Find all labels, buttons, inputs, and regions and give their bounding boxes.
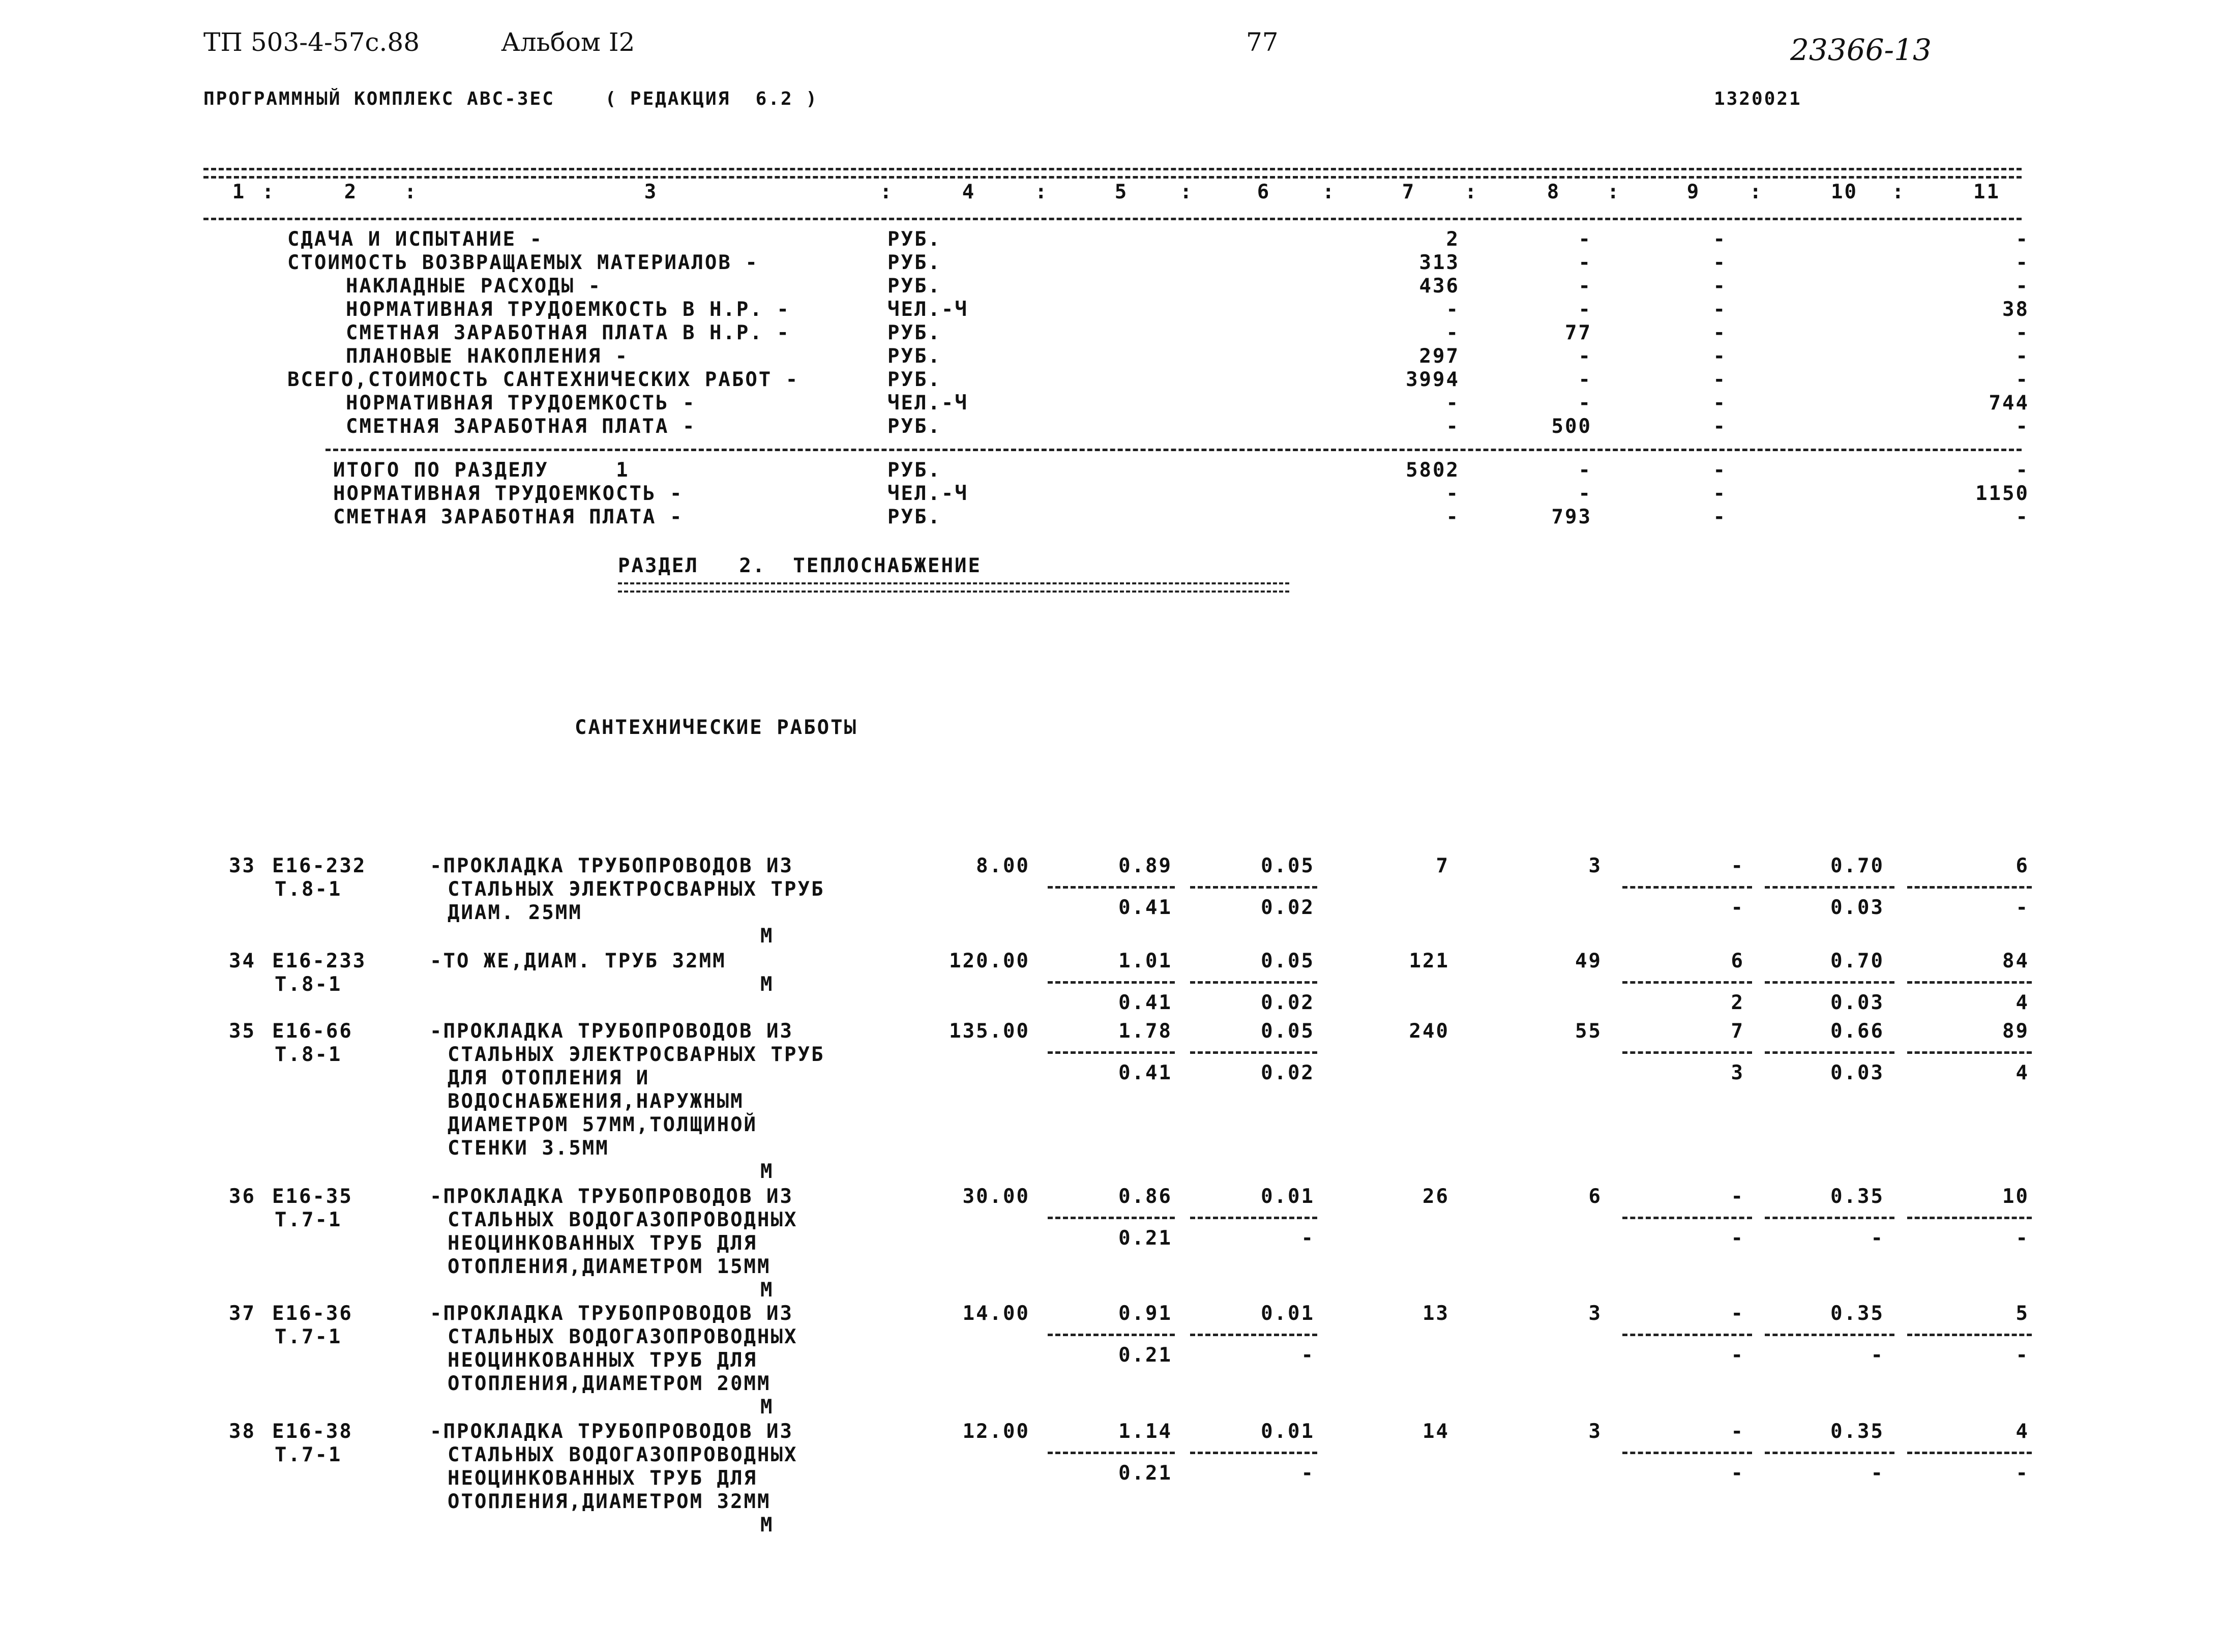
item-col8: 49 <box>1575 950 1602 972</box>
dashed-rule <box>1765 1217 1894 1219</box>
column-separator: : <box>1180 181 1194 203</box>
item-col10-wages: - <box>1871 1227 1884 1250</box>
summary-col7: 313 <box>1419 251 1460 274</box>
dashed-rule <box>203 176 2022 179</box>
summary-col7: - <box>1446 392 1460 415</box>
item-col9-wages: - <box>1731 1462 1744 1485</box>
item-code: Е16-38 <box>272 1420 353 1443</box>
item-col5-total: 1.78 <box>1118 1020 1172 1043</box>
column-header-8: 8 <box>1547 181 1561 203</box>
summary-col8: - <box>1578 345 1592 368</box>
item-col6-wages: 0.02 <box>1261 991 1315 1014</box>
code-right: 1320021 <box>1714 88 1802 109</box>
item-col11-wages: - <box>2015 1462 2029 1485</box>
summary-unit: РУБ. <box>887 368 941 391</box>
item-col9-total: - <box>1731 854 1744 877</box>
summary-col7: 297 <box>1419 345 1460 368</box>
summary-col9: - <box>1713 345 1727 368</box>
summary-col11: - <box>2015 415 2029 438</box>
item-number: 37 <box>229 1302 256 1325</box>
item-col11-total: 89 <box>2002 1020 2029 1043</box>
summary-col8: - <box>1578 251 1592 274</box>
item-number: 33 <box>229 854 256 877</box>
item-code: Е16-35 <box>272 1185 353 1208</box>
item-col10-total: 0.35 <box>1830 1185 1884 1208</box>
dashed-rule <box>1622 981 1752 984</box>
column-separator: : <box>880 181 894 203</box>
item-col8: 3 <box>1588 854 1602 877</box>
summary-unit: РУБ. <box>887 228 941 251</box>
summary-col7: - <box>1446 298 1460 321</box>
item-col5-total: 1.14 <box>1118 1420 1172 1443</box>
summary-col11: - <box>2015 345 2029 368</box>
item-col6-wages: - <box>1301 1227 1315 1250</box>
item-col10-wages: - <box>1871 1344 1884 1367</box>
item-unit: М <box>760 1514 774 1537</box>
page-number: 77 <box>1246 27 1279 57</box>
summary-label: СДАЧА И ИСПЫТАНИЕ - <box>287 228 544 251</box>
item-quantity: 8.00 <box>976 854 1030 877</box>
summary-col7: - <box>1446 321 1460 344</box>
column-header-6: 6 <box>1257 181 1271 203</box>
item-col10-wages: 0.03 <box>1830 896 1884 919</box>
total-col8: 793 <box>1551 506 1592 528</box>
item-description-line: ДИАМЕТРОМ 57ММ,ТОЛЩИНОЙ <box>448 1113 758 1136</box>
item-description-line: СТЕНКИ 3.5ММ <box>448 1137 609 1160</box>
program-line: ПРОГРАММНЫЙ КОМПЛЕКС АВС-3ЕС ( РЕДАКЦИЯ 6.2 ) <box>203 88 819 109</box>
summary-col7: 436 <box>1419 275 1460 298</box>
section-title: РАЗДЕЛ 2. ТЕПЛОСНАБЖЕНИЕ <box>618 554 982 577</box>
item-col10-wages: - <box>1871 1462 1884 1485</box>
column-separator: : <box>1465 181 1478 203</box>
summary-col7: 3994 <box>1406 368 1460 391</box>
item-description-line: СТАЛЬНЫХ ЭЛЕКТРОСВАРНЫХ ТРУБ <box>448 1043 825 1066</box>
summary-unit: РУБ. <box>887 345 941 368</box>
item-col7: 26 <box>1422 1185 1449 1208</box>
item-description-line: ДИАМ. 25ММ <box>448 901 582 924</box>
item-col10-total: 0.66 <box>1830 1020 1884 1043</box>
summary-col8: - <box>1578 275 1592 298</box>
total-unit: ЧЕЛ.-Ч <box>887 482 968 505</box>
dashed-rule <box>203 218 2022 220</box>
item-description-line: СТАЛЬНЫХ ЭЛЕКТРОСВАРНЫХ ТРУБ <box>448 878 825 901</box>
total-col7: - <box>1446 506 1460 528</box>
item-col6-total: 0.05 <box>1261 950 1315 972</box>
dashed-rule <box>1048 981 1175 984</box>
subsection-title: САНТЕХНИЧЕСКИЕ РАБОТЫ <box>575 716 858 739</box>
dashed-rule <box>1907 1217 2032 1219</box>
summary-col8: - <box>1578 392 1592 415</box>
item-col9-wages: - <box>1731 1227 1744 1250</box>
item-number: 35 <box>229 1020 256 1043</box>
item-description-line: НЕОЦИНКОВАННЫХ ТРУБ ДЛЯ <box>448 1467 758 1490</box>
item-description-line: -ПРОКЛАДКА ТРУБОПРОВОДОВ ИЗ <box>430 1420 793 1443</box>
item-col10-total: 0.35 <box>1830 1302 1884 1325</box>
item-col5-wages: 0.21 <box>1118 1227 1172 1250</box>
item-quantity: 120.00 <box>949 950 1030 972</box>
summary-label: СМЕТНАЯ ЗАРАБОТНАЯ ПЛАТА В Н.Р. - <box>346 321 790 344</box>
item-col9-total: - <box>1731 1302 1744 1325</box>
item-col6-wages: 0.02 <box>1261 896 1315 919</box>
item-description-line: СТАЛЬНЫХ ВОДОГАЗОПРОВОДНЫХ <box>448 1325 798 1348</box>
column-header-10: 10 <box>1831 181 1858 203</box>
summary-unit: РУБ. <box>887 275 941 298</box>
item-col6-total: 0.05 <box>1261 854 1315 877</box>
item-col11-wages: - <box>2015 896 2029 919</box>
item-col5-wages: 0.41 <box>1118 1061 1172 1084</box>
summary-unit: РУБ. <box>887 321 941 344</box>
item-reference: Т.7-1 <box>275 1325 342 1348</box>
summary-col8: - <box>1578 228 1592 251</box>
dashed-rule <box>1190 1452 1317 1454</box>
dashed-rule <box>1190 1334 1317 1336</box>
dashed-rule <box>1907 1452 2032 1454</box>
item-col5-total: 0.89 <box>1118 854 1172 877</box>
dashed-rule <box>1048 1051 1175 1054</box>
item-code: Е16-232 <box>272 854 367 877</box>
dashed-rule <box>1907 1051 2032 1054</box>
summary-unit: ЧЕЛ.-Ч <box>887 392 968 415</box>
total-label: СМЕТНАЯ ЗАРАБОТНАЯ ПЛАТА - <box>333 506 684 528</box>
summary-label: НОРМАТИВНАЯ ТРУДОЕМКОСТЬ В Н.Р. - <box>346 298 790 321</box>
total-label: ИТОГО ПО РАЗДЕЛУ 1 <box>333 459 630 482</box>
item-col11-wages: 4 <box>2015 991 2029 1014</box>
item-col5-wages: 0.21 <box>1118 1344 1172 1367</box>
summary-unit: РУБ. <box>887 415 941 438</box>
item-description-line: ВОДОСНАБЖЕНИЯ,НАРУЖНЫМ <box>448 1090 744 1113</box>
column-header-3: 3 <box>644 181 658 203</box>
item-col9-wages: 3 <box>1731 1061 1744 1084</box>
column-separator: : <box>1035 181 1049 203</box>
item-description-line: ОТОПЛЕНИЯ,ДИАМЕТРОМ 32ММ <box>448 1490 771 1513</box>
total-col11: - <box>2015 506 2029 528</box>
item-description-line: НЕОЦИНКОВАННЫХ ТРУБ ДЛЯ <box>448 1232 758 1255</box>
summary-col11: - <box>2015 275 2029 298</box>
item-quantity: 12.00 <box>962 1420 1030 1443</box>
column-header-11: 11 <box>1973 181 2000 203</box>
column-header-9: 9 <box>1686 181 1701 203</box>
summary-label: ПЛАНОВЫЕ НАКОПЛЕНИЯ - <box>346 345 629 368</box>
item-col6-total: 0.01 <box>1261 1185 1315 1208</box>
total-col7: 5802 <box>1406 459 1460 482</box>
summary-label: НАКЛАДНЫЕ РАСХОДЫ - <box>346 275 602 298</box>
summary-col9: - <box>1713 415 1727 438</box>
summary-col9: - <box>1713 298 1727 321</box>
item-col11-wages: 4 <box>2015 1061 2029 1084</box>
item-description-line: -ПРОКЛАДКА ТРУБОПРОВОДОВ ИЗ <box>430 1185 793 1208</box>
item-col7: 121 <box>1409 950 1449 972</box>
dashed-rule <box>1190 1217 1317 1219</box>
item-col9-wages: - <box>1731 1344 1744 1367</box>
summary-col11: - <box>2015 228 2029 251</box>
dashed-rule <box>1765 886 1894 889</box>
item-description-line: ОТОПЛЕНИЯ,ДИАМЕТРОМ 15ММ <box>448 1255 771 1278</box>
dashed-rule <box>325 449 2022 451</box>
item-col5-total: 0.91 <box>1118 1302 1172 1325</box>
column-separator: : <box>262 181 276 203</box>
dashed-rule <box>1622 1452 1752 1454</box>
column-separator: : <box>404 181 418 203</box>
column-separator: : <box>1322 181 1336 203</box>
dashed-rule <box>1622 1051 1752 1054</box>
handwritten-code: 23366-13 <box>1790 33 1932 67</box>
item-col7: 7 <box>1436 854 1449 877</box>
item-description-line: -ПРОКЛАДКА ТРУБОПРОВОДОВ ИЗ <box>430 854 793 877</box>
item-col6-wages: - <box>1301 1462 1315 1485</box>
column-header-4: 4 <box>962 181 976 203</box>
item-reference: Т.8-1 <box>275 1043 342 1066</box>
dashed-rule <box>1907 1334 2032 1336</box>
summary-col9: - <box>1713 251 1727 274</box>
item-col6-wages: 0.02 <box>1261 1061 1315 1084</box>
item-col10-total: 0.70 <box>1830 854 1884 877</box>
item-col6-total: 0.01 <box>1261 1420 1315 1443</box>
item-code: Е16-66 <box>272 1020 353 1043</box>
summary-col8: 500 <box>1551 415 1592 438</box>
summary-label: СТОИМОСТЬ ВОЗВРАЩАЕМЫХ МАТЕРИАЛОВ - <box>287 251 759 274</box>
item-col8: 6 <box>1588 1185 1602 1208</box>
item-code: Е16-233 <box>272 950 367 972</box>
summary-col9: - <box>1713 368 1727 391</box>
column-separator: : <box>1892 181 1906 203</box>
item-col5-total: 1.01 <box>1118 950 1172 972</box>
dashed-rule <box>1765 981 1894 984</box>
item-col10-wages: 0.03 <box>1830 991 1884 1014</box>
column-header-1: 1 <box>232 181 246 203</box>
item-code: Е16-36 <box>272 1302 353 1325</box>
summary-col11: 38 <box>2002 298 2029 321</box>
summary-label: НОРМАТИВНАЯ ТРУДОЕМКОСТЬ - <box>346 392 696 415</box>
summary-col11: - <box>2015 368 2029 391</box>
item-number: 38 <box>229 1420 256 1443</box>
item-col9-total: 7 <box>1731 1020 1744 1043</box>
total-col11: 1150 <box>1975 482 2029 505</box>
item-col8: 3 <box>1588 1420 1602 1443</box>
dashed-rule <box>1765 1051 1894 1054</box>
dashed-rule <box>1622 1334 1752 1336</box>
item-col7: 240 <box>1409 1020 1449 1043</box>
summary-col9: - <box>1713 228 1727 251</box>
item-description-line: СТАЛЬНЫХ ВОДОГАЗОПРОВОДНЫХ <box>448 1208 798 1231</box>
summary-col8: 77 <box>1565 321 1592 344</box>
summary-label: ВСЕГО,СТОИМОСТЬ САНТЕХНИЧЕСКИХ РАБОТ - <box>287 368 799 391</box>
dashed-rule <box>1907 886 2032 889</box>
item-number: 36 <box>229 1185 256 1208</box>
double-underline <box>618 582 1289 593</box>
doc-code: ТП 503-4-57с.88 <box>203 27 420 57</box>
item-quantity: 135.00 <box>949 1020 1030 1043</box>
item-col5-wages: 0.41 <box>1118 991 1172 1014</box>
column-header-2: 2 <box>344 181 358 203</box>
total-col7: - <box>1446 482 1460 505</box>
item-description-line: ДЛЯ ОТОПЛЕНИЯ И <box>448 1067 650 1089</box>
dashed-rule <box>1622 1217 1752 1219</box>
total-unit: РУБ. <box>887 506 941 528</box>
item-col9-total: - <box>1731 1420 1744 1443</box>
item-description-line: НЕОЦИНКОВАННЫХ ТРУБ ДЛЯ <box>448 1349 758 1372</box>
summary-col11: - <box>2015 251 2029 274</box>
item-col7: 14 <box>1422 1420 1449 1443</box>
item-col6-wages: - <box>1301 1344 1315 1367</box>
item-reference: Т.8-1 <box>275 973 342 996</box>
item-quantity: 30.00 <box>962 1185 1030 1208</box>
album-label: Альбом I2 <box>501 27 635 57</box>
item-number: 34 <box>229 950 256 972</box>
summary-col7: - <box>1446 415 1460 438</box>
item-col9-total: 6 <box>1731 950 1744 972</box>
item-unit: М <box>760 1279 774 1302</box>
dashed-rule <box>1190 886 1317 889</box>
summary-col9: - <box>1713 321 1727 344</box>
summary-label: СМЕТНАЯ ЗАРАБОТНАЯ ПЛАТА - <box>346 415 696 438</box>
summary-col8: - <box>1578 298 1592 321</box>
total-col11: - <box>2015 459 2029 482</box>
item-unit: М <box>760 1160 774 1183</box>
dashed-rule <box>1048 1217 1175 1219</box>
item-reference: Т.8-1 <box>275 878 342 901</box>
total-col9: - <box>1713 459 1727 482</box>
item-unit: М <box>760 925 774 948</box>
summary-col8: - <box>1578 368 1592 391</box>
item-col11-wages: - <box>2015 1227 2029 1250</box>
dashed-rule <box>1048 1334 1175 1336</box>
item-col7: 13 <box>1422 1302 1449 1325</box>
item-col9-wages: 2 <box>1731 991 1744 1014</box>
column-header-5: 5 <box>1114 181 1129 203</box>
item-col10-total: 0.70 <box>1830 950 1884 972</box>
total-label: НОРМАТИВНАЯ ТРУДОЕМКОСТЬ - <box>333 482 684 505</box>
total-col8: - <box>1578 482 1592 505</box>
item-unit: М <box>760 1396 774 1419</box>
item-col8: 3 <box>1588 1302 1602 1325</box>
item-description-line: -ТО ЖЕ,ДИАМ. ТРУБ 32ММ <box>430 950 726 972</box>
item-col8: 55 <box>1575 1020 1602 1043</box>
dashed-rule <box>1765 1452 1894 1454</box>
column-header-7: 7 <box>1402 181 1416 203</box>
summary-col11: 744 <box>1989 392 2029 415</box>
item-reference: Т.7-1 <box>275 1208 342 1231</box>
dashed-rule <box>1907 981 2032 984</box>
item-unit: М <box>760 973 774 996</box>
item-col9-total: - <box>1731 1185 1744 1208</box>
item-col11-total: 10 <box>2002 1185 2029 1208</box>
dashed-rule <box>203 168 2022 170</box>
item-description-line: -ПРОКЛАДКА ТРУБОПРОВОДОВ ИЗ <box>430 1020 793 1043</box>
summary-unit: ЧЕЛ.-Ч <box>887 298 968 321</box>
item-col10-total: 0.35 <box>1830 1420 1884 1443</box>
summary-col7: 2 <box>1446 228 1460 251</box>
summary-unit: РУБ. <box>887 251 941 274</box>
dashed-rule <box>1048 886 1175 889</box>
item-col9-wages: - <box>1731 896 1744 919</box>
total-col9: - <box>1713 506 1727 528</box>
item-col6-total: 0.01 <box>1261 1302 1315 1325</box>
column-separator: : <box>1750 181 1763 203</box>
item-col5-total: 0.86 <box>1118 1185 1172 1208</box>
item-col10-wages: 0.03 <box>1830 1061 1884 1084</box>
item-description-line: СТАЛЬНЫХ ВОДОГАЗОПРОВОДНЫХ <box>448 1443 798 1466</box>
dashed-rule <box>1048 1452 1175 1454</box>
item-col11-total: 5 <box>2015 1302 2029 1325</box>
column-separator: : <box>1607 181 1621 203</box>
dashed-rule <box>1765 1334 1894 1336</box>
summary-col11: - <box>2015 321 2029 344</box>
item-col11-total: 6 <box>2015 854 2029 877</box>
item-col11-total: 84 <box>2002 950 2029 972</box>
item-col11-wages: - <box>2015 1344 2029 1367</box>
summary-col9: - <box>1713 275 1727 298</box>
item-col5-wages: 0.21 <box>1118 1462 1172 1485</box>
item-reference: Т.7-1 <box>275 1443 342 1466</box>
dashed-rule <box>1190 1051 1317 1054</box>
total-col9: - <box>1713 482 1727 505</box>
item-col5-wages: 0.41 <box>1118 896 1172 919</box>
dashed-rule <box>1622 886 1752 889</box>
total-unit: РУБ. <box>887 459 941 482</box>
item-quantity: 14.00 <box>962 1302 1030 1325</box>
dashed-rule <box>1190 981 1317 984</box>
item-col6-total: 0.05 <box>1261 1020 1315 1043</box>
total-col8: - <box>1578 459 1592 482</box>
summary-col9: - <box>1713 392 1727 415</box>
item-description-line: -ПРОКЛАДКА ТРУБОПРОВОДОВ ИЗ <box>430 1302 793 1325</box>
item-col11-total: 4 <box>2015 1420 2029 1443</box>
item-description-line: ОТОПЛЕНИЯ,ДИАМЕТРОМ 20ММ <box>448 1372 771 1395</box>
